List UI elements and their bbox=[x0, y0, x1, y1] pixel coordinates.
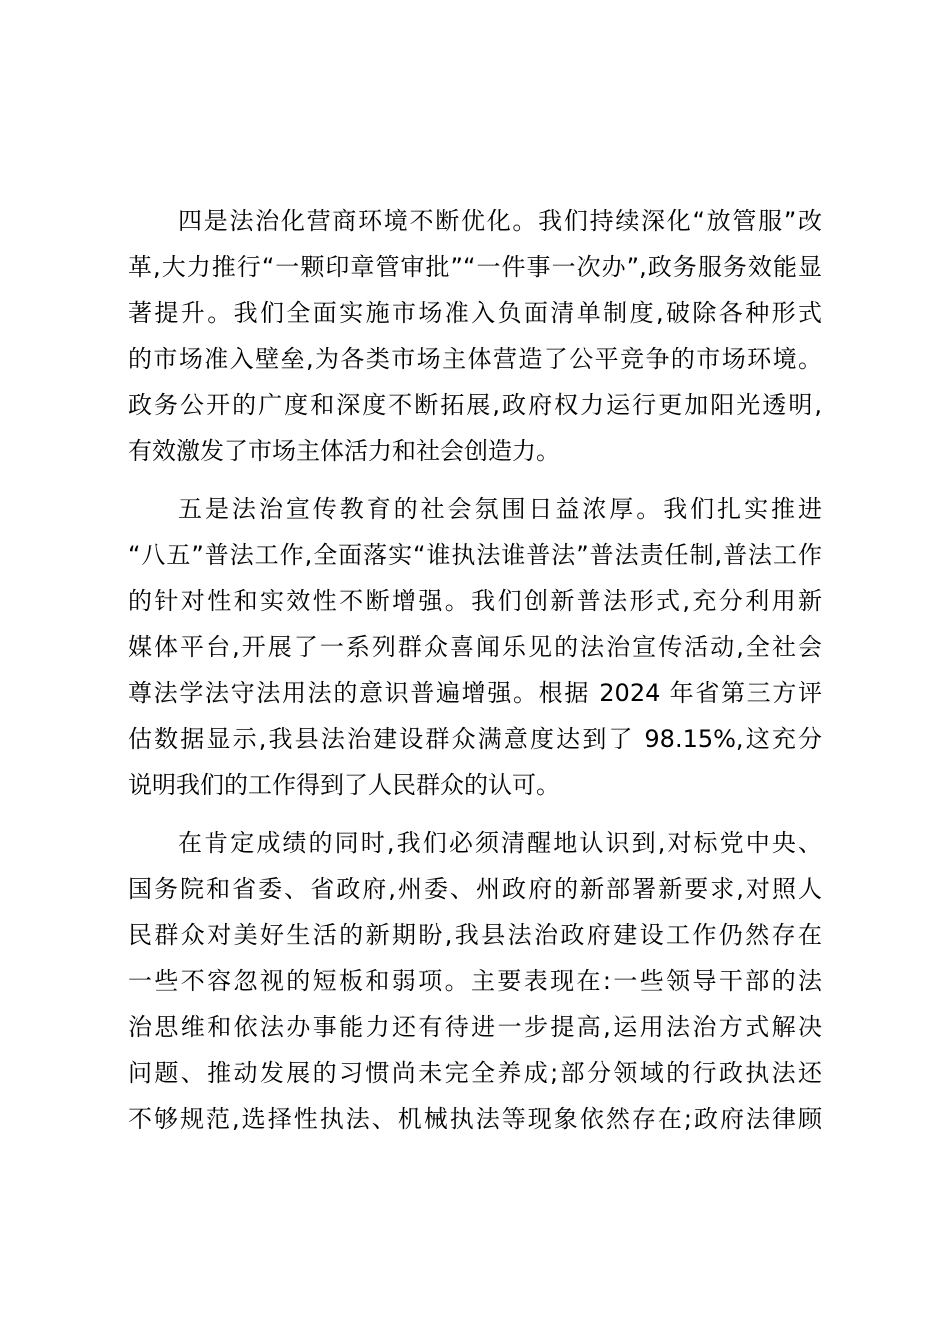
paragraph-spacer bbox=[128, 808, 822, 820]
document-body bbox=[128, 198, 822, 1142]
paragraph-line: 五是法治宣传教育的社会氛围日益浓厚。我们扎实推进 bbox=[178, 495, 822, 523]
paragraph-line: 问题、推动发展的习惯尚未完全养成;部分领域的行政执法还 bbox=[128, 1059, 822, 1087]
paragraph-line: 的针对性和实效性不断增强。我们创新普法形式,充分利用新 bbox=[128, 587, 822, 615]
paragraph-line: 政务公开的广度和深度不断拓展,政府权力运行更加阳光透明, bbox=[128, 391, 822, 419]
paragraph-line: 的市场准入壁垒,为各类市场主体营造了公平竞争的市场环境。 bbox=[128, 345, 822, 373]
paragraph-line: 媒体平台,开展了一系列群众喜闻乐见的法治宣传活动,全社会 bbox=[128, 633, 822, 661]
paragraph-line: 一些不容忽视的短板和弱项。主要表现在:一些领导干部的法 bbox=[128, 967, 822, 995]
paragraph-line: 尊法学法守法用法的意识普遍增强。根据 2024 年省第三方评 bbox=[128, 679, 822, 707]
paragraph-line: 有效激发了市场主体活力和社会创造力。 bbox=[128, 437, 560, 465]
paragraph-legal-education bbox=[128, 486, 822, 808]
paragraph-line: 四是法治化营商环境不断优化。我们持续深化“放管服”改 bbox=[178, 207, 822, 235]
paragraph-line: 估数据显示,我县法治建设群众满意度达到了 98.15%,这充分 bbox=[128, 725, 822, 753]
paragraph-line: 著提升。我们全面实施市场准入负面清单制度,破除各种形式 bbox=[128, 299, 822, 327]
paragraph-line: 民群众对美好生活的新期盼,我县法治政府建设工作仍然存在 bbox=[128, 921, 822, 949]
paragraph-shortcomings bbox=[128, 820, 822, 1142]
paragraph-line: 国务院和省委、省政府,州委、州政府的新部署新要求,对照人 bbox=[128, 875, 822, 903]
paragraph-line: 在肯定成绩的同时,我们必须清醒地认识到,对标党中央、 bbox=[178, 829, 822, 857]
paragraph-line: “八五”普法工作,全面落实“谁执法谁普法”普法责任制,普法工作 bbox=[128, 541, 822, 569]
paragraph-line: 说明我们的工作得到了人民群众的认可。 bbox=[128, 771, 560, 799]
paragraph-line: 革,大力推行“一颗印章管审批”“一件事一次办”,政务服务效能显 bbox=[128, 253, 822, 281]
paragraph-line: 不够规范,选择性执法、机械执法等现象依然存在;政府法律顾 bbox=[128, 1105, 822, 1133]
paragraph-business-environment bbox=[128, 198, 822, 474]
paragraph-line: 治思维和依法办事能力还有待进一步提高,运用法治方式解决 bbox=[128, 1013, 822, 1041]
paragraph-spacer bbox=[128, 474, 822, 486]
